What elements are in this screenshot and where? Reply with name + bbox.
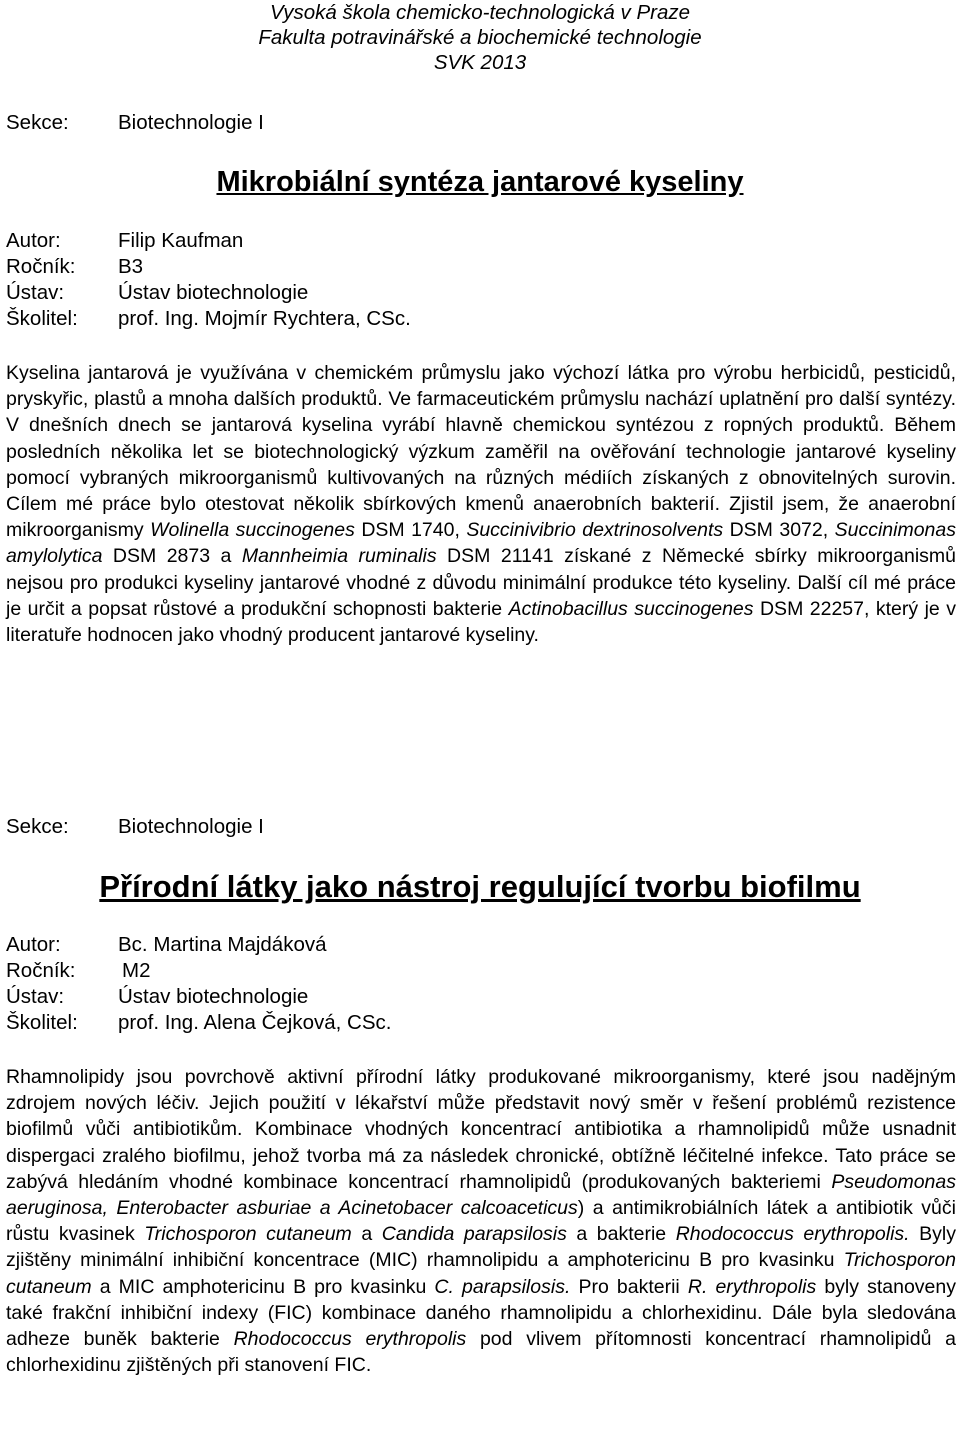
- supervisor-row: [6, 1010, 391, 1036]
- abstract-title: Přírodní látky jako nástroj regulující tvorbu biofilmu: [99, 869, 861, 904]
- institute-value: Ústav biotechnologie: [118, 985, 309, 1008]
- section-label: Sekce:: [6, 111, 69, 134]
- institute-row: [6, 280, 308, 306]
- supervisor-row: [6, 306, 411, 332]
- year-row: [6, 958, 150, 984]
- species-name: Wolinella succinogenes: [150, 519, 355, 542]
- species-name: C. parapsilosis.: [434, 1275, 571, 1298]
- species-name: Candida parapsilosis: [381, 1223, 567, 1246]
- year-value: M2: [122, 959, 151, 982]
- section-row: [6, 814, 264, 840]
- year-label: Ročník:: [6, 959, 76, 982]
- section-label: Sekce:: [6, 815, 69, 838]
- author-value: Bc. Martina Majdáková: [118, 933, 327, 956]
- header-conference: SVK 2013: [433, 51, 527, 74]
- year-value: B3: [118, 255, 144, 278]
- supervisor-label: Školitel:: [6, 307, 78, 330]
- institute-label: Ústav:: [6, 985, 65, 1008]
- species-name: Mannheimia ruminalis: [241, 545, 437, 568]
- author-label: Autor:: [6, 229, 61, 252]
- species-name: Pseudomonas aeruginosa, Enterobacter asburiae a Acinetobacer calcoaceticus: [6, 1170, 956, 1220]
- institute-value: Ústav biotechnologie: [118, 281, 309, 304]
- author-value: Filip Kaufman: [118, 229, 244, 252]
- supervisor-value: prof. Ing. Alena Čejková, CSc.: [118, 1011, 392, 1034]
- section-value: Biotechnologie I: [118, 815, 264, 838]
- section-row: [6, 110, 264, 136]
- species-name: Trichosporon cutaneum: [6, 1249, 956, 1298]
- author-label: Autor:: [6, 933, 61, 956]
- abstract-paragraph: Kyselina jantarová je využívána v chemickém průmyslu jako výchozí látka pro výrobu herbicidů, pesticidů, pryskyřic, plastů a mnoha dalších produktů. Ve farmaceutickém průmyslu nachází uplatnění pro další syntézy. V dnešních dnech se jantarová kyselina vyrábí hlavně chemickou syntézou z ropných produktů. Během posledních několika let se biotechnologický výzkum zaměřil na ověřování technologie jantarové kyseliny pomocí vybraných mikroorganismů kultivovaných na různých médiích získaných z obnovitelných surovin. Cílem mé práce bylo otestovat několik sbírkových kmenů anaerobních bakterií. Zjistil jsem, že anaerobní mikroorganismy Wolinella succinogenes DSM 1740, Succinivibrio dextrinosolvents DSM 3072, Succinimonas amylolytica DSM 2873 a Mannheimia ruminalis DSM 21141 získané z Německé sbírky mikroorganismů nejsou pro produkci kyseliny jantarové vhodné z důvodu minimální produkce této kyseliny. Další cíl mé práce je určit a popsat růstové a produkční schopnosti bakterie Actinobacillus succinogenes DSM 22257, který je v literatuře hodnocen jako vhodný producent jantarové kyseliny.: [6, 362, 956, 647]
- supervisor-value: prof. Ing. Mojmír Rychtera, CSc.: [118, 307, 411, 330]
- species-name: Actinobacillus succinogenes: [508, 597, 754, 620]
- abstract-title: Mikrobiální syntéza jantarové kyseliny: [216, 166, 744, 198]
- species-name: Succinimonas amylolytica: [6, 519, 956, 568]
- species-name: Rhodococcus erythropolis: [233, 1328, 467, 1351]
- header-faculty: Fakulta potravinářské a biochemické technologie: [258, 26, 702, 49]
- author-row: [6, 932, 327, 958]
- supervisor-label: Školitel:: [6, 1011, 78, 1034]
- species-name: Trichosporon cutaneum: [144, 1223, 352, 1246]
- header-university: Vysoká škola chemicko-technologická v Praze: [269, 1, 691, 24]
- year-label: Ročník:: [6, 255, 76, 278]
- species-name: Rhodococcus erythropolis.: [675, 1223, 910, 1246]
- institute-label: Ústav:: [6, 281, 65, 304]
- section-value: Biotechnologie I: [118, 111, 264, 134]
- document-header: [0, 0, 960, 75]
- species-name: R. erythropolis: [687, 1275, 817, 1298]
- abstract-paragraph: Rhamnolipidy jsou povrchově aktivní přírodní látky produkované mikroorganismy, které jsou nadějným zdrojem nových léčiv. Jejich použití v lékařství může představit nový směr v řešení problémů rezistence biofilmů vůči antibiotikům. Kombinace vhodných koncentrací antibiotika a rhamnolipidů může usnadnit dispergaci zralého biofilmu, jehož tvorba má za následek chronické, obtížně léčitelné infekce. Tato práce se zabývá hledáním vhodné kombinace koncentrací rhamnolipidů (produkovaných bakteriemi Pseudomonas aeruginosa, Enterobacter asburiae a Acinetobacer calcoaceticus) a antimikrobiálních látek a antibiotik vůči růstu kvasinek Trichosporon cutaneum a Candida parapsilosis a bakterie Rhodococcus erythropolis. Byly zjištěny minimální inhibiční koncentrace (MIC) rhamnolipidu a amphotericinu B pro kvasinku Trichosporon cutaneum a MIC amphotericinu B pro kvasinku C. parapsilosis. Pro bakterii R. erythropolis byly stanoveny také frakční inhibiční indexy (FIC) kombinace daného rhamnolipidu a chlorhexidinu. Dále byla sledována adheze buněk bakterie Rhodococcus erythropolis pod vlivem přítomnosti koncentrací rhamnolipidů a chlorhexidinu zjištěných při stanovení FIC.: [6, 1066, 957, 1377]
- species-name: Succinivibrio dextrinosolvents: [466, 519, 724, 542]
- abstract-body: [6, 360, 956, 648]
- year-row: [6, 254, 143, 280]
- institute-row: [6, 984, 308, 1010]
- author-row: [6, 228, 243, 254]
- abstract-body: [6, 1064, 956, 1378]
